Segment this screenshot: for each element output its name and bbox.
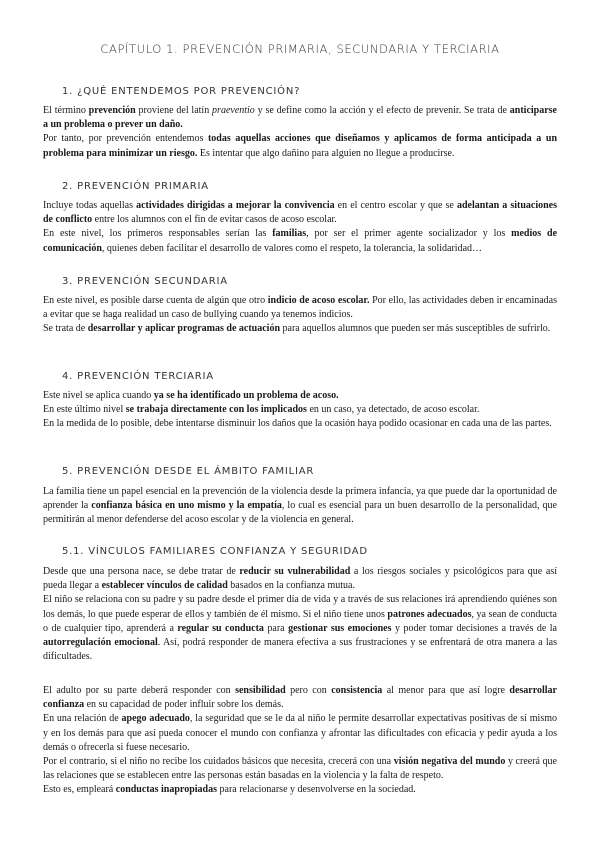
- bold-text: medios de comunicación: [43, 228, 558, 254]
- text: basados en la confianza mutua.: [227, 580, 355, 592]
- text: y poder tomar decisiones a través de la: [391, 622, 557, 634]
- text: La familia tiene un papel esencial en la prevención de la violencia desde la primera infancia, ya que puede dar la oportunidad de aprender la: [43, 486, 557, 512]
- section-2-body: [43, 199, 557, 256]
- bold-text: autorregulación emocional: [43, 637, 158, 649]
- section-4-body: [43, 389, 557, 432]
- bold-text: prevención: [88, 105, 136, 116]
- text: para relacionarse y desenvolverse en la sociedad.: [217, 784, 416, 796]
- bold-text: apego adecuado: [121, 713, 190, 725]
- section-5-1-paragraph-2: [43, 593, 557, 664]
- section-5-heading: 5. PREVENCIÓN DESDE EL ÁMBITO FAMILIAR: [62, 466, 315, 477]
- bold-text: desarrollar y aplicar programas de actuación: [87, 323, 281, 335]
- text: en un caso, ya detectado, de acoso escolar.: [306, 404, 480, 416]
- text: . Así, podrá responder de manera efectiva a sus frustraciones y se enfrentará de otra manera a las dificultades.: [43, 637, 557, 663]
- section-1-body: [43, 104, 557, 161]
- text: , por ser el primer agente socializador y los: [306, 228, 512, 240]
- bold-text: consistencia: [331, 685, 383, 696]
- text: en su capacidad de poder influir sobre los demás.: [84, 699, 284, 711]
- section-3-paragraph-1: [43, 294, 557, 322]
- text: En una relación de: [43, 713, 122, 725]
- text: Por ello, las actividades deben ir encaminadas a evitar que se haga realidad un caso de bullying cuando ya tenemos indicios.: [43, 295, 557, 321]
- section-5-1-heading: 5.1. VÍNCULOS FAMILIARES CONFIANZA Y SEGURIDAD: [62, 546, 368, 557]
- section-2-paragraph-1: [43, 199, 557, 227]
- text: Es intentar que algo dañino para alguien no llegue a producirse.: [197, 147, 455, 159]
- text: en el centro escolar y que se: [334, 200, 457, 211]
- section-2-paragraph-2: [43, 227, 557, 255]
- bold-text: adelantan a situaciones de conflicto: [43, 200, 558, 226]
- text: En la medida de lo posible, debe intentarse disminuir los daños que la ocasión haya podido ocasionar en cada una de las partes.: [43, 418, 552, 430]
- text: Incluye todas aquellas: [43, 200, 137, 211]
- section-5-1-paragraph-6: [43, 783, 557, 797]
- bold-text: reducir su vulnerabilidad: [239, 566, 351, 577]
- bold-text: desarrollar confianza: [43, 685, 557, 711]
- bold-text: conductas inapropiadas: [115, 784, 217, 796]
- bold-text: todas aquellas acciones que diseñamos y aplicamos de forma anticipada a un problema para minimizar un riesgo.: [43, 133, 557, 159]
- section-4-paragraph-1: [43, 389, 557, 403]
- bold-text: regular su conducta: [177, 622, 264, 634]
- bold-text: establecer vínculos de calidad: [101, 580, 228, 592]
- bold-text: se trabaja directamente con los implicados: [125, 404, 307, 416]
- section-5-body: [43, 485, 557, 528]
- chapter-title: CAPÍTULO 1. PREVENCIÓN PRIMARIA, SECUNDARIA Y TERCIARIA: [100, 42, 500, 56]
- section-5-1-paragraph-1: [43, 565, 557, 593]
- text: pero con: [285, 685, 332, 696]
- section-3-paragraph-2: [43, 322, 557, 336]
- section-3-heading: 3. PREVENCIÓN SECUNDARIA: [62, 276, 228, 287]
- text: Esto es, empleará: [43, 784, 116, 796]
- bold-text: anticiparse a un problema o prever un daño.: [43, 105, 557, 131]
- bold-text: ya se ha identificado un problema de acoso.: [153, 390, 339, 401]
- text: a los riesgos sociales y psicológicos para que así pueda llegar a: [43, 566, 557, 592]
- section-5-1-paragraph-4: [43, 712, 557, 755]
- bold-text: patrones adecuados: [387, 608, 472, 620]
- section-4-paragraph-3: [43, 417, 557, 431]
- section-5-paragraph-1: [43, 485, 557, 528]
- bold-text: familias: [272, 228, 307, 240]
- text: En este último nivel: [43, 404, 126, 416]
- text: Se trata de: [43, 323, 88, 335]
- section-5-1-paragraph-5: [43, 755, 557, 783]
- text: Desde que una persona nace, se debe tratar de: [43, 566, 240, 577]
- text: Por el contrario, si el niño no recibe los cuidados básicos que necesita, crecerá con una: [43, 756, 394, 768]
- bold-text: visión negativa del mundo: [393, 756, 506, 768]
- section-5-1-body-continued: [43, 684, 557, 798]
- bold-text: actividades dirigidas a mejorar la convivencia: [136, 200, 335, 211]
- text: y creerá que las relaciones que se establecen entre las personas están basadas en la violencia y la falta de respeto.: [43, 756, 557, 782]
- text: proviene del latín: [135, 105, 213, 116]
- text: , la seguridad que se le da al niño le permite desarrollar expectativas positivas de sí mismo y en los demás para que así pueda conocer el mundo con confianza y afrontar las dificultades con eficacia y pedir ayuda a los demás o ofrecerla si fuese necesario.: [43, 713, 558, 753]
- section-3-body: [43, 294, 557, 337]
- section-1-paragraph-2: [43, 132, 557, 160]
- section-4-heading: 4. PREVENCIÓN TERCIARIA: [62, 371, 214, 382]
- text: En este nivel, es posible darse cuenta de algún que otro: [43, 295, 268, 306]
- text: para: [263, 622, 289, 634]
- section-4-paragraph-2: [43, 403, 557, 417]
- text: En este nivel, los primeros responsables serían las: [43, 228, 273, 240]
- text: El niño se relaciona con su padre y su padre desde el primer día de vida y a través de sus relaciones irá aprendiendo quiénes son los demás, lo que puede esperar de ellos y también de él mismo. Si el niño tiene unos: [43, 594, 557, 620]
- bold-text: confianza básica en uno mismo y la empatía: [91, 500, 282, 512]
- bold-text: gestionar sus emociones: [288, 622, 392, 634]
- text: entre los alumnos con el fin de evitar casos de acoso escolar.: [92, 214, 337, 226]
- section-1-paragraph-1: [43, 104, 557, 132]
- section-2-heading: 2. PREVENCIÓN PRIMARIA: [62, 181, 209, 192]
- text: , quienes deben facilitar el desarrollo de valores como el respeto, la tolerancia, la solidaridad…: [101, 242, 483, 254]
- text: para aquellos alumnos que pueden ser más susceptibles de sufrirlo.: [280, 323, 551, 335]
- section-5-1-paragraph-3: [43, 684, 557, 712]
- bold-text: indicio de acoso escolar.: [267, 295, 370, 306]
- bold-text: sensibilidad: [235, 685, 286, 696]
- text: Por tanto, por prevención entendemos: [43, 133, 208, 145]
- text: , lo cual es esencial para un buen desarrollo de la personalidad, que permitirán al menor defenderse del acoso escolar y de la violencia en general.: [43, 500, 557, 526]
- section-1-heading: 1. ¿QUÉ ENTENDEMOS POR PREVENCIÓN?: [62, 86, 301, 97]
- text: , ya sean de conducta o de cualquier tipo, aprenderá a: [43, 608, 557, 634]
- text: Este nivel se aplica cuando: [43, 390, 154, 401]
- text: El adulto por su parte deberá responder con: [43, 685, 236, 696]
- text: El término: [43, 105, 89, 116]
- section-5-1-body: [43, 565, 557, 664]
- text: y se define como la acción y el efecto de prevenir. Se trata de: [254, 105, 510, 116]
- text: al menor para que así logre: [382, 685, 510, 696]
- italic-text: praeventio: [212, 105, 255, 116]
